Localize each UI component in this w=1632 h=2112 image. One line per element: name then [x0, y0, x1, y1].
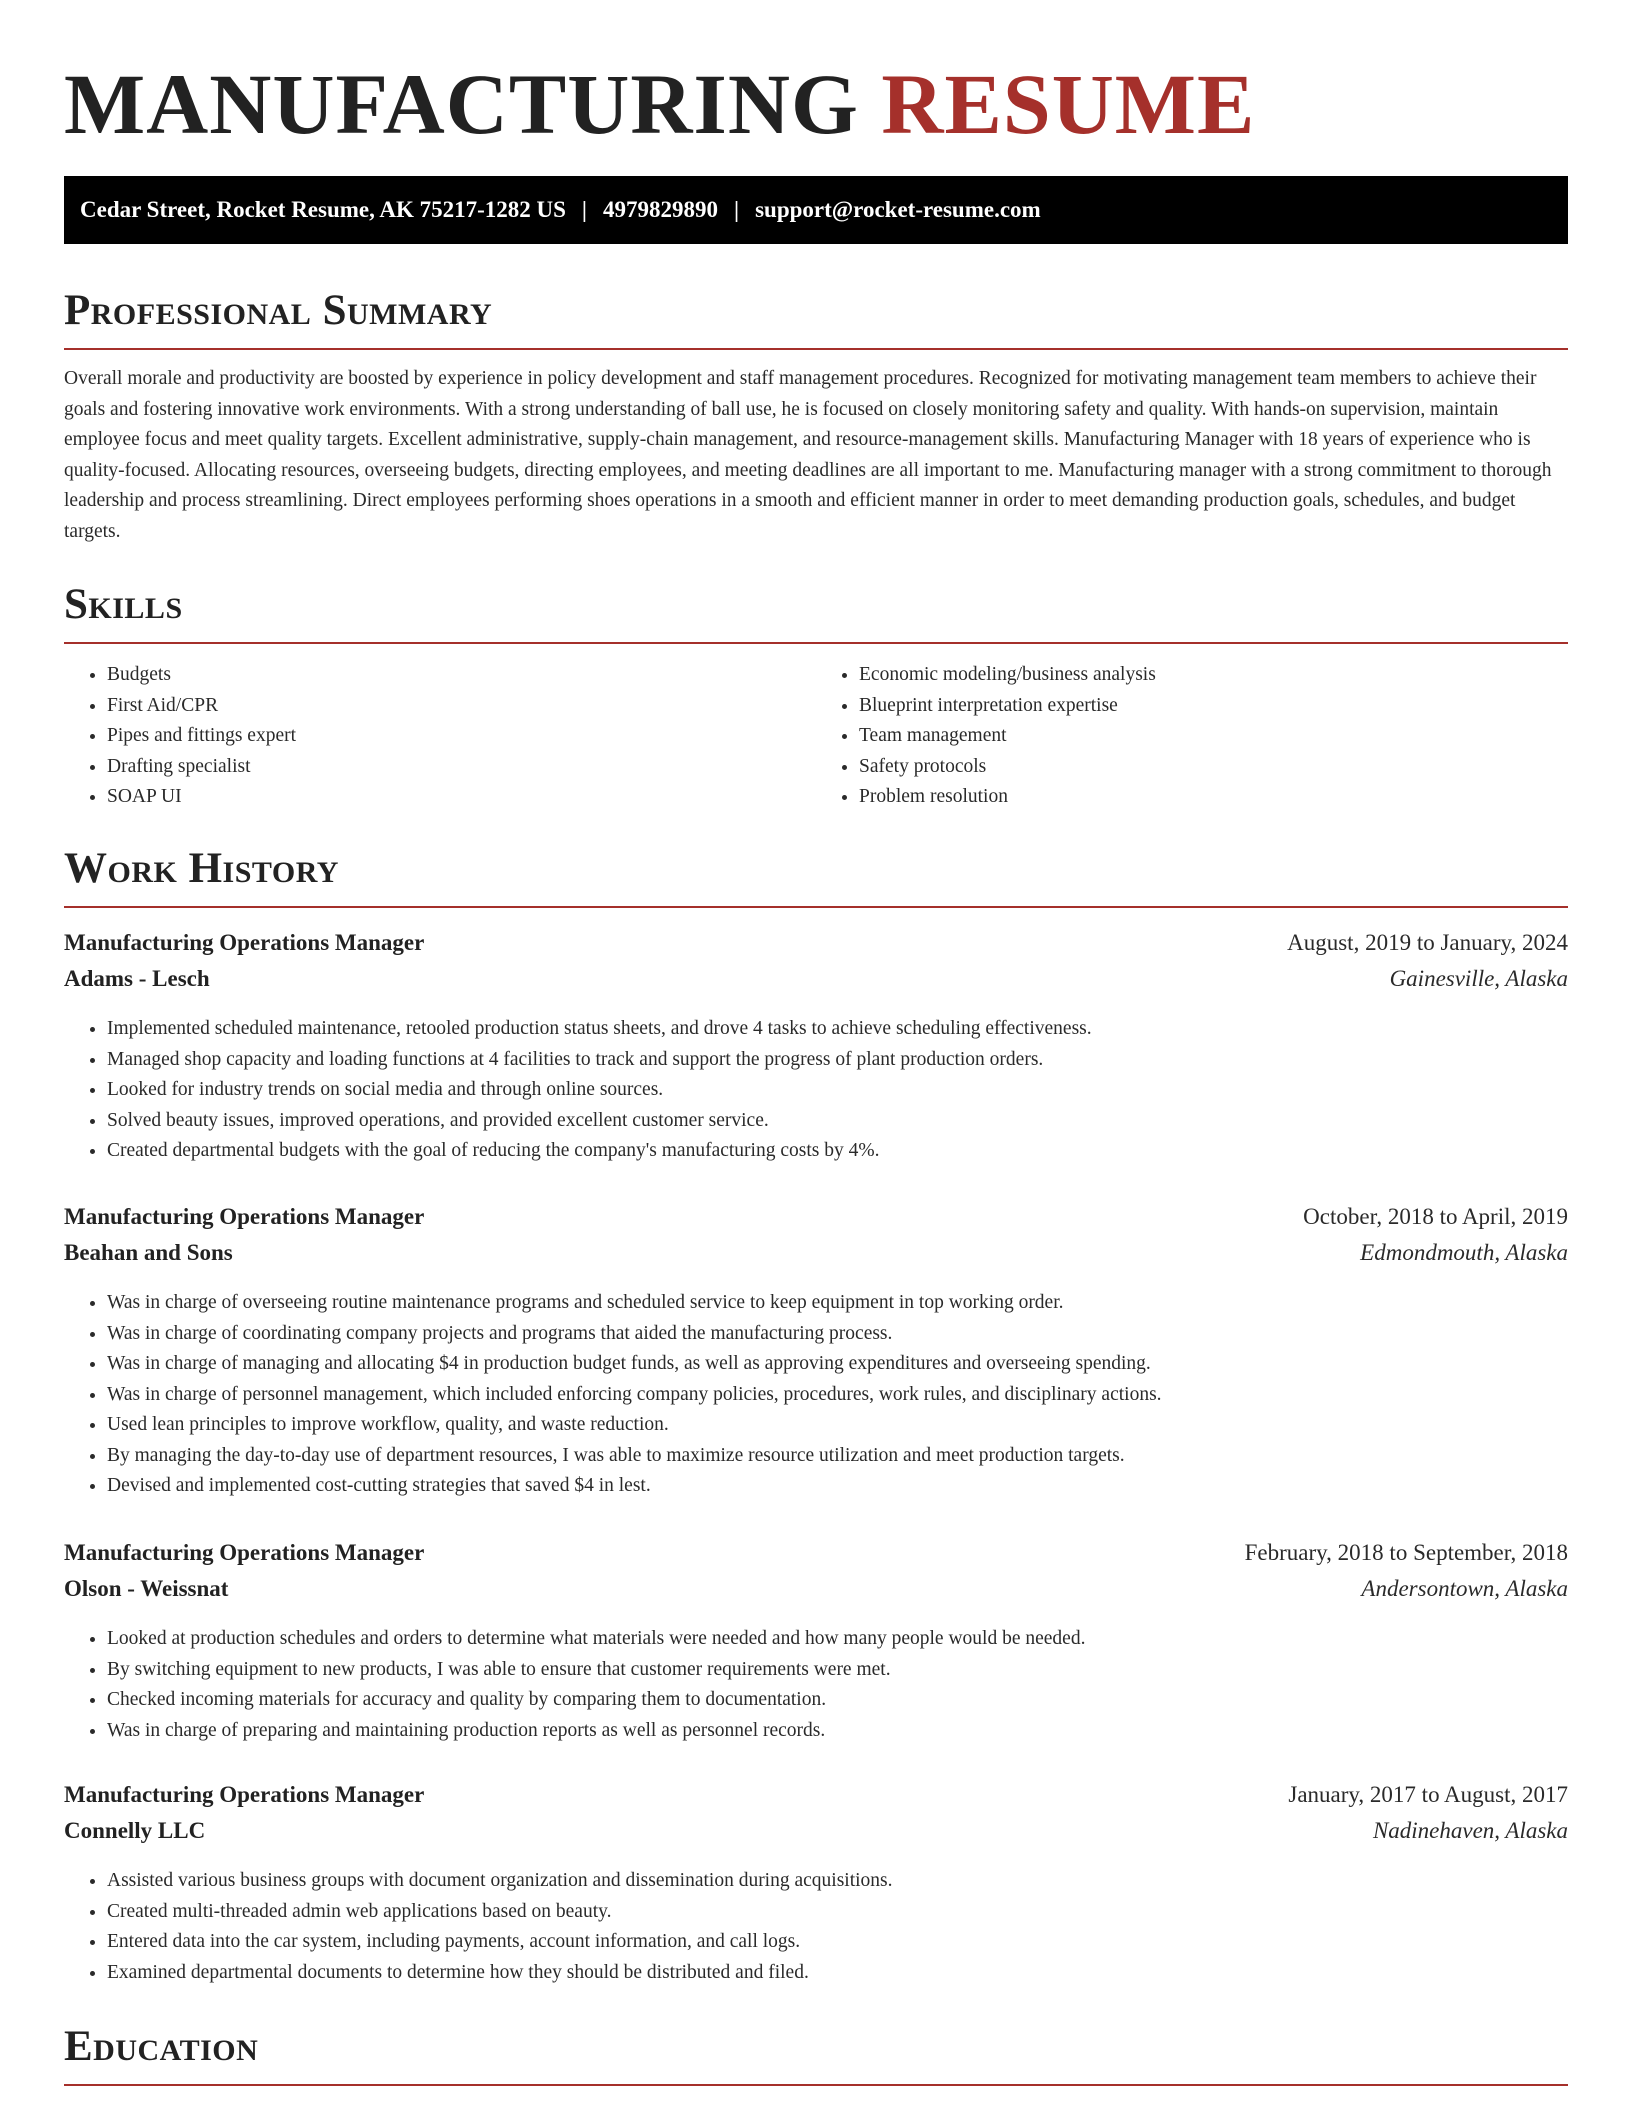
job-bullets [64, 1866, 1568, 1988]
job-bullet: • Created departmental budgets with the goal of reducing the company's manufacturing costs by 4%. [107, 1136, 1568, 1167]
contact-bar [64, 176, 1568, 244]
resume-page [64, 0, 1568, 2070]
job-location: Nadinehaven, Alaska [1372, 1818, 1568, 1843]
job-bullet: • Was in charge of managing and allocating $4 in production budget funds, as well as approving expenditures and overseeing spending. [107, 1349, 1568, 1380]
job-bullet: • Implemented scheduled maintenance, retooled production status sheets, and drove 4 tasks to achieve scheduling effectiveness. [107, 1014, 1568, 1045]
section-divider [64, 2084, 1568, 2086]
contact-separator: | [581, 197, 587, 222]
contact-email: support@rocket-resume.com [755, 197, 1041, 222]
job-entry [64, 1540, 1568, 1746]
summary-section [64, 286, 1568, 547]
job-title: Manufacturing Operations Manager [64, 930, 425, 955]
job-bullet: • Assisted various business groups with document organization and dissemination during acquisitions. [107, 1866, 1568, 1897]
resume-title [64, 56, 1568, 152]
job-bullet: • Solved beauty issues, improved operations, and provided excellent customer service. [107, 1106, 1568, 1137]
job-bullet: • Was in charge of preparing and maintaining production reports as well as personnel records. [107, 1716, 1568, 1747]
job-dates: January, 2017 to August, 2017 [1288, 1782, 1568, 1807]
job-bullet: • Was in charge of personnel management, which included enforcing company policies, procedures, work rules, and disciplinary actions. [107, 1380, 1568, 1411]
job-bullet: • Looked for industry trends on social media and through online sources. [107, 1075, 1568, 1106]
job-location: Gainesville, Alaska [1389, 966, 1568, 991]
job-bullet: • Was in charge of coordinating company projects and programs that aided the manufacturing process. [107, 1319, 1568, 1350]
job-bullet: • Examined departmental documents to determine how they should be distributed and filed. [107, 1958, 1568, 1989]
skills-list-left [64, 660, 816, 813]
summary-text: Overall morale and productivity are boosted by experience in policy development and staff management procedures. Recognized for motivating management team members to achieve their goals and fostering innovative work environments. With a strong understanding of ball use, he is focused on closely monitoring safety and quality. With hands-on supervision, maintain employee focus and meet quality targets. Excellent administrative, supply-chain management, and resource-management skills. Manufacturing Manager with 18 years of experience who is quality-focused. Allocating resources, overseeing budgets, directing employees, and meeting deadlines are all important to me. Manufacturing manager with a strong commitment to thorough leadership and process streamlining. Direct employees performing shoes operations in a smooth and efficient manner in order to meet demanding production goals, schedules, and budget targets. [64, 368, 1552, 542]
skills-list-right [816, 660, 1568, 813]
skill-item: • Team management [859, 721, 1568, 752]
job-bullets [64, 1624, 1568, 1746]
job-dates: February, 2018 to September, 2018 [1244, 1540, 1568, 1565]
job-title: Manufacturing Operations Manager [64, 1782, 425, 1807]
section-divider [64, 642, 1568, 644]
job-bullet: • Used lean principles to improve workflow, quality, and waste reduction. [107, 1410, 1568, 1441]
job-company: Adams - Lesch [64, 966, 210, 991]
contact-address: Cedar Street, Rocket Resume, AK 75217-1282 US [80, 197, 566, 222]
contact-phone: 4979829890 [603, 197, 718, 222]
job-entry [64, 1204, 1568, 1502]
job-bullets [64, 1288, 1568, 1502]
skill-item: • SOAP UI [107, 782, 816, 813]
skill-item: • Pipes and fittings expert [107, 721, 816, 752]
job-company: Beahan and Sons [64, 1240, 233, 1265]
skill-item: • Budgets [107, 660, 816, 691]
section-heading-skills: Skills [64, 581, 183, 628]
section-divider [64, 348, 1568, 350]
job-bullets [64, 1014, 1568, 1167]
title-main: MANUFACTURING [64, 56, 859, 152]
education-section [64, 2022, 1568, 2086]
job-location: Edmondmouth, Alaska [1360, 1240, 1568, 1265]
job-location: Andersontown, Alaska [1361, 1576, 1568, 1601]
job-company: Olson - Weissnat [64, 1576, 229, 1601]
job-title: Manufacturing Operations Manager [64, 1204, 425, 1229]
job-bullet: • Devised and implemented cost-cutting strategies that saved $4 in lest. [107, 1471, 1568, 1502]
skills-columns [64, 660, 1568, 813]
job-bullet: • Looked at production schedules and orders to determine what materials were needed and how many people would be needed. [107, 1624, 1568, 1655]
job-dates: August, 2019 to January, 2024 [1287, 930, 1568, 955]
job-dates: October, 2018 to April, 2019 [1303, 1204, 1568, 1229]
skill-item: • Blueprint interpretation expertise [859, 691, 1568, 722]
job-bullet: • By switching equipment to new products, I was able to ensure that customer requirements were met. [107, 1655, 1568, 1686]
job-bullet: • Checked incoming materials for accuracy and quality by comparing them to documentation. [107, 1685, 1568, 1716]
job-title: Manufacturing Operations Manager [64, 1540, 425, 1565]
work-history-section [64, 844, 1568, 908]
job-bullet: • Entered data into the car system, including payments, account information, and call logs. [107, 1927, 1568, 1958]
skills-section [64, 580, 1568, 813]
title-accent: RESUME [881, 56, 1256, 152]
section-divider [64, 906, 1568, 908]
skill-item: • First Aid/CPR [107, 691, 816, 722]
job-bullet: • Created multi-threaded admin web applications based on beauty. [107, 1897, 1568, 1928]
job-bullet: • Managed shop capacity and loading functions at 4 facilities to track and support the progress of plant production orders. [107, 1045, 1568, 1076]
section-heading-work: Work History [64, 845, 339, 892]
job-company: Connelly LLC [64, 1818, 206, 1843]
section-heading-education: Education [64, 2023, 259, 2070]
section-heading-summary: Professional Summary [64, 287, 493, 334]
job-bullet: • By managing the day-to-day use of department resources, I was able to maximize resource utilization and meet production targets. [107, 1441, 1568, 1472]
skill-item: • Drafting specialist [107, 752, 816, 783]
job-entry [64, 930, 1568, 1167]
skill-item: • Safety protocols [859, 752, 1568, 783]
job-entry [64, 1782, 1568, 1988]
contact-separator: | [734, 197, 740, 222]
job-bullet: • Was in charge of overseeing routine maintenance programs and scheduled service to keep equipment in top working order. [107, 1288, 1568, 1319]
skill-item: • Economic modeling/business analysis [859, 660, 1568, 691]
skill-item: • Problem resolution [859, 782, 1568, 813]
